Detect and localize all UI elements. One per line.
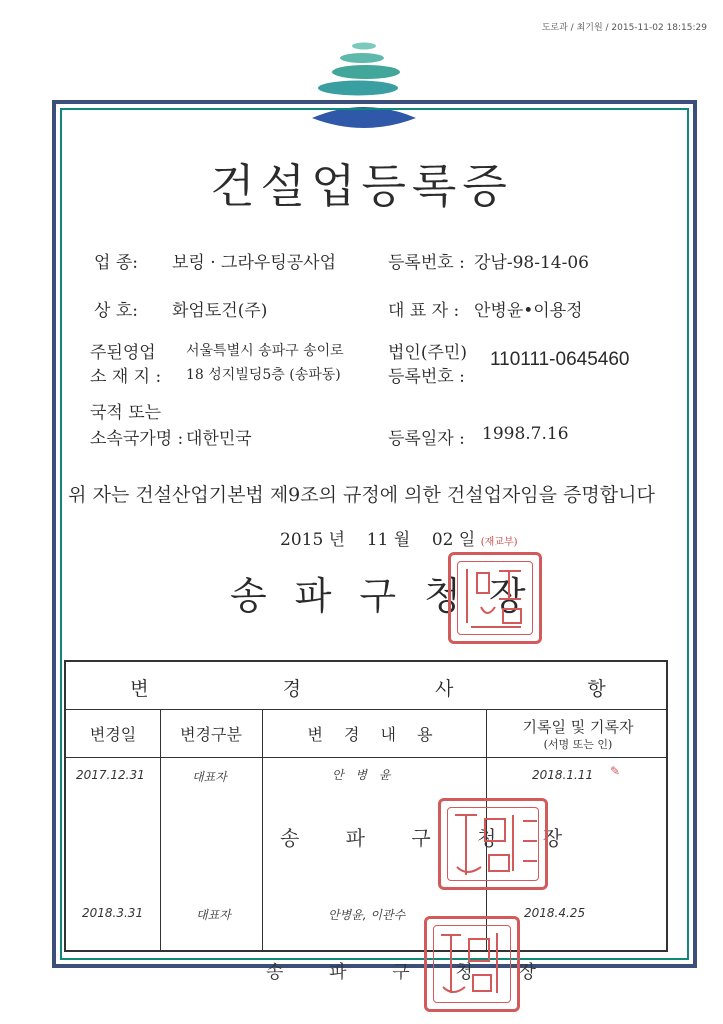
issue-date — [280, 525, 518, 550]
registration-number-label: 등록번호 : — [388, 253, 465, 273]
row1-change-content: 안 병 윤 — [332, 768, 395, 782]
issue-day: 02 — [431, 530, 454, 550]
nationality-value: 대한민국 — [186, 429, 252, 449]
changes-seal-2-icon — [424, 916, 520, 1012]
address-label-line2: 소 재 지 : — [90, 367, 162, 387]
corporate-number-label-line1: 법인(주민) — [388, 343, 467, 363]
representative-label: 대 표 자 : — [388, 301, 460, 321]
row1-change-date: 2017.12.31 — [76, 768, 145, 782]
business-type-label: 업 종: — [94, 253, 138, 273]
changes-table — [64, 660, 668, 952]
issuing-office: 송파구청장 — [230, 574, 554, 618]
header-record-sub: (서명 또는 인) — [543, 738, 613, 751]
address-value-line2: 18 성지빌딩5층 (송파동) — [186, 367, 341, 383]
issue-month: 11 — [366, 530, 389, 550]
issue-year: 2015 — [280, 530, 324, 550]
changes-table-title: 변 경 사 항 — [130, 678, 670, 700]
changes-stamp-2: 송 파 구 청 장 — [266, 962, 556, 983]
print-metadata: 도로과 / 최기원 / 2015-11-02 18:15:29 — [541, 23, 707, 33]
registration-number-value: 강남-98-14-06 — [474, 253, 589, 273]
representative-value: 안병윤•이용정 — [474, 301, 583, 321]
row2-change-type: 대표자 — [196, 908, 231, 922]
changes-stamp-1: 송 파 구 청 장 — [280, 826, 583, 850]
row2-record-date: 2018.4.25 — [524, 906, 586, 920]
nationality-label-line2: 소속국가명 : — [90, 429, 184, 449]
issue-year-unit: 년 — [328, 530, 346, 550]
trade-name-label: 상 호: — [94, 301, 138, 321]
reissue-note: (재교부) — [480, 537, 518, 548]
row2-change-date: 2018.3.31 — [82, 906, 144, 920]
issue-month-unit: 월 — [393, 530, 411, 550]
document-title: 건설업등록증 — [210, 159, 513, 213]
registration-date-value: 1998.7.16 — [482, 424, 569, 444]
row1-record-date: 2018.1.11 — [532, 768, 594, 782]
header-change-type: 변경구분 — [180, 725, 242, 744]
trade-name-value: 화엄토건(주) — [172, 301, 268, 321]
nationality-label-line1: 국적 또는 — [90, 403, 162, 423]
corporate-number-value: 110111-0645460 — [490, 349, 630, 370]
header-change-date: 변경일 — [89, 725, 137, 744]
issue-day-unit: 일 — [458, 530, 476, 550]
business-type-value: 보링 · 그라우팅공사업 — [172, 253, 337, 273]
registration-date-label: 등록일자 : — [388, 429, 465, 449]
row1-change-type: 대표자 — [192, 770, 227, 784]
address-value-line1: 서울특별시 송파구 송이로 — [186, 343, 344, 359]
header-record-date: 기록일 및 기록자 — [522, 718, 634, 736]
header-change-content: 변 경 내 용 — [307, 725, 441, 744]
corporate-number-label-line2: 등록번호 : — [388, 367, 465, 387]
row2-change-content: 안병윤, 이관수 — [328, 908, 406, 922]
row1-signature-icon: ✎ — [610, 764, 621, 778]
certification-statement: 위 자는 건설산업기본법 제9조의 규정에 의한 건설업자임을 증명합니다 — [68, 484, 655, 506]
changes-seal-1-icon — [438, 798, 548, 890]
address-label-line1: 주된영업 — [90, 343, 156, 363]
official-seal-icon — [448, 552, 542, 644]
